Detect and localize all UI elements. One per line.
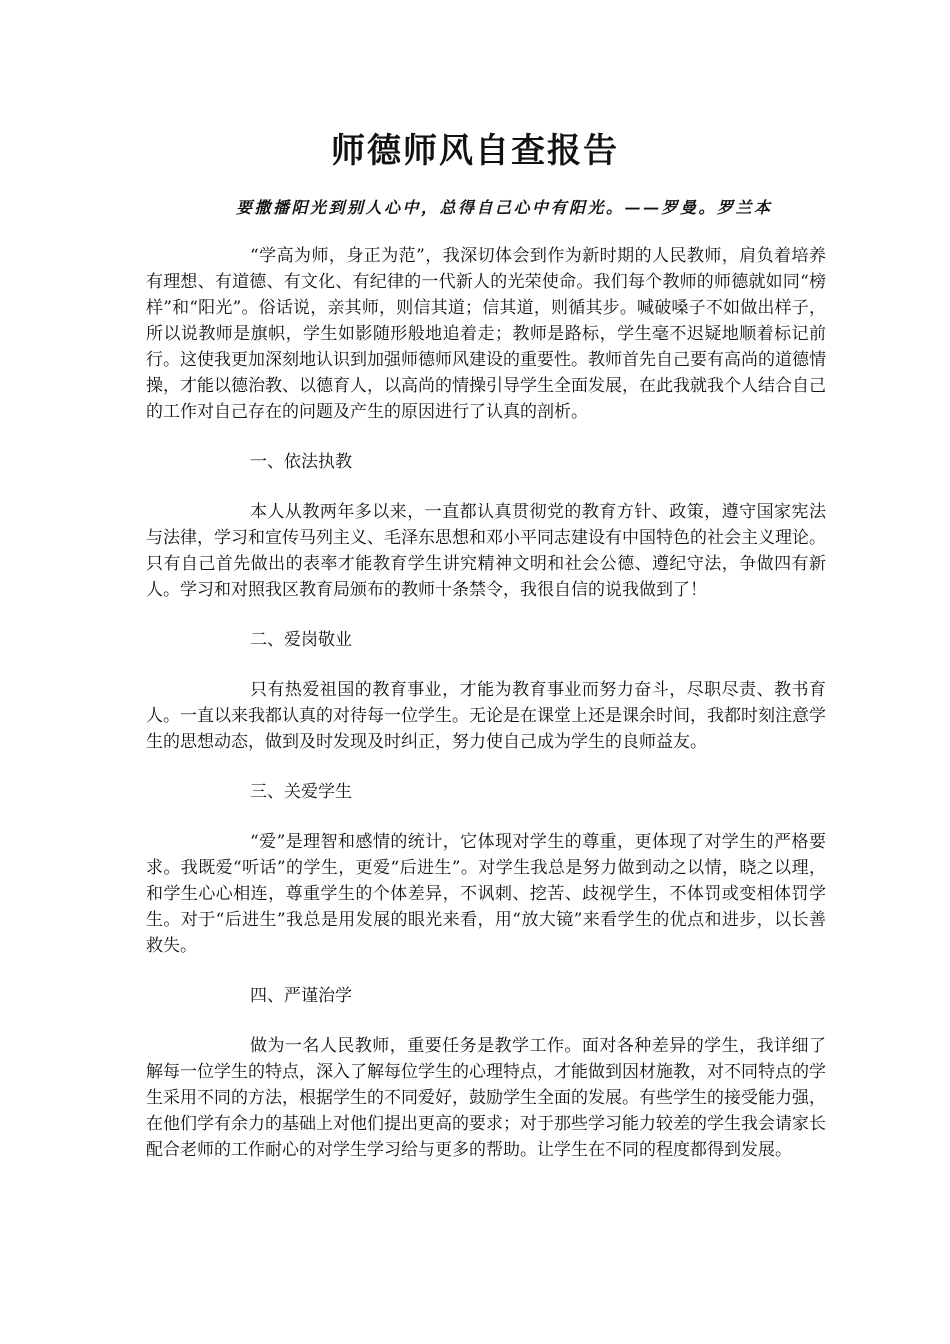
document-body (146, 243, 826, 1163)
section-heading-4: 四、严谨治学 (250, 986, 352, 1006)
section-body-3: “爱”是理智和感情的统计，它体现对学生的尊重，更体现了对学生的严格要求。我既爱“听话”的学生，更爱“后进生”。对学生我总是努力做到动之以情，晓之以理，和学生心心相连，尊重学生的个体差异，不讽刺、挖苦、歧视学生，不体罚或变相体罚学生。对于“后进生”我总是用发展的眼光来看，用“放大镜”来看学生的优点和进步，以长善救失。 (146, 832, 826, 956)
section-body-2: 只有热爱祖国的教育事业，才能为教育事业而努力奋斗，尽职尽责、教书育人。一直以来我都认真的对待每一位学生。无论是在课堂上还是课余时间，我都时刻注意学生的思想动态，做到及时发现及时纠正，努力使自己成为学生的良师益友。 (146, 680, 826, 752)
section-heading-2: 二、爱岗敬业 (250, 630, 352, 650)
section-body-4: 做为一名人民教师，重要任务是教学工作。面对各种差异的学生，我详细了解每一位学生的特点，深入了解每位学生的心理特点，才能做到因材施教，对不同特点的学生采用不同的方法，根据学生的不同爱好，鼓励学生全面的发展。有些学生的接受能力强，在他们学有余力的基础上对他们提出更高的要求；对于那些学习能力较差的学生我会请家长配合老师的工作耐心的对学生学习给与更多的帮助。让学生在不同的程度都得到发展。 (146, 1036, 826, 1160)
motto-quote: 要撒播阳光到别人心中，总得自己心中有阳光。——罗曼。罗兰本 (236, 198, 773, 217)
intro-paragraph: “学高为师，身正为范”，我深切体会到作为新时期的人民教师，肩负着培养有理想、有道德、有文化、有纪律的一代新人的光荣使命。我们每个教师的师德就如同“榜样”和“阳光”。俗话说，亲其师，则信其道；信其道，则循其步。喊破嗓子不如做出样子，所以说教师是旗帜，学生如影随形般地追着走；教师是路标，学生毫不迟疑地顺着标记前行。这使我更加深刻地认识到加强师德师风建设的重要性。教师首先自己要有高尚的道德情操，才能以德治教、以德育人，以高尚的情操引导学生全面发展，在此我就我个人结合自己的工作对自己存在的问题及产生的原因进行了认真的剖析。 (146, 246, 826, 422)
section-body-1: 本人从教两年多以来，一直都认真贯彻党的教育方针、政策，遵守国家宪法与法律，学习和宣传马列主义、毛泽东思想和邓小平同志建设有中国特色的社会主义理论。只有自己首先做出的表率才能教育学生讲究精神文明和社会公德、遵纪守法，争做四有新人。学习和对照我区教育局颁布的教师十条禁令，我很自信的说我做到了！ (146, 502, 826, 600)
section-heading-1: 一、依法执教 (250, 452, 352, 472)
section-heading-3: 三、关爱学生 (250, 782, 352, 802)
page-title: 师德师风自查报告 (331, 131, 619, 171)
